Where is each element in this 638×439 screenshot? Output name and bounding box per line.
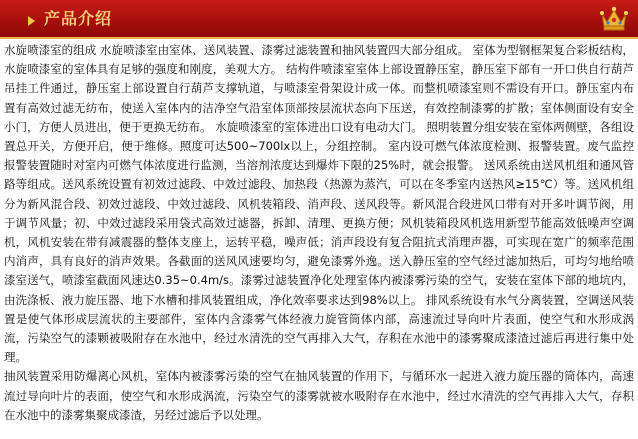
article-paragraph: 抽风装置采用防爆离心风机，室体内被漆雾污染的空气在抽风装置的作用下，与循环水一起进入液力旋压器的筒体内，高速流过导向叶片的表面，使空气和水形成涡流，污染空气的漆雾就被水吸附存在水池中，经过水清洗的空气再排入大气，存积在水池中的漆雾集聚成漆渣，另经过滤后予以处理。 [4,369,634,422]
header-divider [0,37,638,39]
section-header [0,0,638,37]
triangle-bullet-icon [28,16,35,26]
section-title: 产品介绍 [44,9,113,28]
article-body [4,41,634,425]
article-paragraph: 水旋喷漆室的组成 水旋喷漆室由室体、送风装置、漆雾过滤装置和抽风装置四大部分组成。 室体为型钢框架复合彩板结构，水旋喷漆室的室体具有足够的强度和刚度，美观大方。 结构件喷漆室室体上部设置静压室，静压室下部有一开口供自行葫芦吊挂工件通过，静压室上部设置自行葫芦支撑轨道，与喷漆室骨架设计成一体。而整机喷漆室则不需设有开口。静压室内布置有高效过滤无纺布，使送入室体内的洁净空气沿室体顶部按层流状态向下压送，有效控制漆雾的扩散；室体侧面设有安全小门，方便人员进出，便于更换无纺布。 水旋喷漆室的室体进出口设有电动大门。 照明装置分组安装在室体两侧壁，各组设置总开关，方便开启，便于维修。照度可达500~700lx以上，分组控制。 室内设可燃气体浓度检测、报警装置。废气监控报警装置随时对室内可燃气体浓度进行监测，当溶剂浓度达到爆炸下限的25%时，就会报警。 送风系统由送风机组和通风管路等组成。送风系统设置有初效过滤段、中效过滤段、加热段（热源为蒸汽，可以在冬季室内送热风≥15℃）等。送风机组分为新风混合段、初效过滤段、中效过滤段、风机装箱段、消声段、送风段等。新风混合段进风口带有对开多叶调节阀，用于调节风量；初、中效过滤段采用袋式高效过滤器，拆卸、清理、更换方便；风机装箱段风机选用新型节能高效低噪声空调机，风机安装在带有减震器的整体支座上，运转平稳，噪声低；消声段设有复合阻抗式消理声器，可实现在宽广的频率范围内消声，具有良好的消声效果。各截面的送风风速要均匀，避免漆雾外逸。送入静压室的空气经过滤加热后，可均匀地给喷漆室送气，喷漆室截面风速达0.35~0.4m/s。漆雾过滤装置净化处理室体内被漆雾污染的空气，安装在室体下部的地坑内，由洗涤板、液力旋压器、地下水槽和排风装置组成，净化效率要求达到98%以上。 排风系统设有水气分离装置，空调送风装置是使气体形成层流状的主要部件，室体内含漆雾气体经液力旋管筒体内部，高速流过导向叶片表面，使空气和水形成涡流，污染空气的漆颗被吸附存在水池中，经过水清洗的空气再排入大气，存积在水池中的漆雾聚成漆渣过滤后再进行集中处理。 [4,43,634,365]
crown-icon [600,6,628,32]
